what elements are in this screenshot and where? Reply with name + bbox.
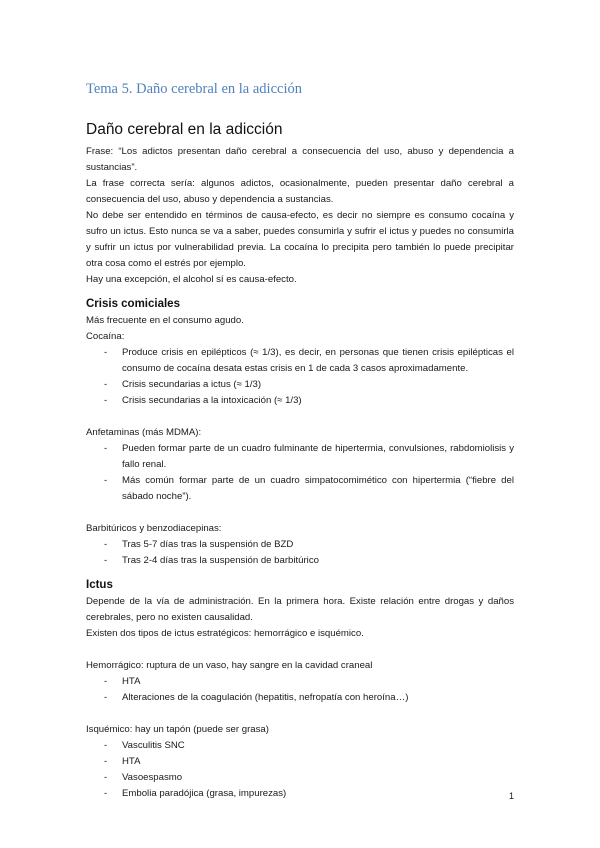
ictus-paragraph: Depende de la vía de administración. En la primera hora. Existe relación entre drogas y daños cerebrales, pero no existen causalidad. [86, 596, 514, 623]
intro-paragraph: La frase correcta sería: algunos adictos, ocasionalmente, pueden presentar daño cerebral a consecuencia del uso, abuso y dependencia a sustancias. [86, 178, 514, 205]
crisis-intro: Más frecuente en el consumo agudo. [86, 315, 244, 326]
cocaina-label: Cocaína: [86, 331, 125, 342]
list-item: - Embolia paradójica (grasa, impurezas) [104, 788, 287, 799]
anfetaminas-label: Anfetaminas (más MDMA): [86, 427, 202, 438]
isquemico-list [86, 738, 514, 802]
barbituricos-label: Barbitúricos y benzodiacepinas: [86, 523, 222, 534]
cocaina-list [86, 345, 514, 409]
list-item: - Vasoespasmo [104, 772, 183, 783]
intro-paragraph: Hay una excepción, el alcohol sí es causa-efecto. [86, 274, 297, 285]
list-item: - Pueden formar parte de un cuadro fulminante de hipertermia, convulsiones, rabdomiolisis y fallo renal. [104, 443, 514, 470]
list-item: - HTA [104, 676, 141, 687]
intro-paragraph: Frase: “Los adictos presentan daño cerebral a consecuencia del uso, abuso y dependencia a sustancias”. [86, 146, 514, 173]
barbituricos-list [86, 537, 514, 569]
page-content [86, 80, 514, 802]
list-item: - Vasculitis SNC [104, 740, 185, 751]
isquemico-label: Isquémico: hay un tapón (puede ser grasa) [86, 724, 269, 735]
list-item: - HTA [104, 756, 141, 767]
list-item: - Produce crisis en epilépticos (≈ 1/3), es decir, en personas que tienen crisis epilépticas el consumo de cocaína desata estas crisis en 1 de cada 3 casos aproximadamente. [104, 347, 514, 374]
section-title: Daño cerebral en la adicción [86, 121, 283, 138]
list-item: - Tras 2-4 días tras la suspensión de barbitúrico [104, 555, 319, 566]
ictus-heading: Ictus [86, 579, 113, 591]
page-number: 1 [509, 791, 515, 801]
hemorragico-list [86, 674, 514, 706]
list-item: - Tras 5-7 días tras la suspensión de BZD [104, 539, 294, 550]
list-item: - Crisis secundarias a la intoxicación (≈ 1/3) [104, 395, 302, 406]
list-item: - Más común formar parte de un cuadro simpatocomimético con hipertermia (“fiebre del sábado noche”). [104, 475, 514, 502]
hemorragico-label: Hemorrágico: ruptura de un vaso, hay sangre en la cavidad craneal [86, 660, 373, 671]
crisis-heading: Crisis comiciales [86, 298, 180, 310]
chapter-title: Tema 5. Daño cerebral en la adicción [86, 81, 302, 97]
anfetaminas-list [86, 441, 514, 505]
intro-paragraph: No debe ser entendido en términos de causa-efecto, es decir no siempre es consumo cocaína y sufro un ictus. Esto nunca se va a saber, puedes consumirla y sufrir el ictus y puedes no consumirla y sufrir un ictus por vulnerabilidad previa. La cocaína lo precipita pero también lo puede precipitar otra cosa como el estrés por ejemplo. [86, 210, 514, 269]
list-item: - Crisis secundarias a ictus (≈ 1/3) [104, 379, 262, 390]
list-item: - Alteraciones de la coagulación (hepatitis, nefropatía con heroína…) [104, 692, 409, 703]
ictus-paragraph: Existen dos tipos de ictus estratégicos: hemorrágico e isquémico. [86, 628, 364, 639]
